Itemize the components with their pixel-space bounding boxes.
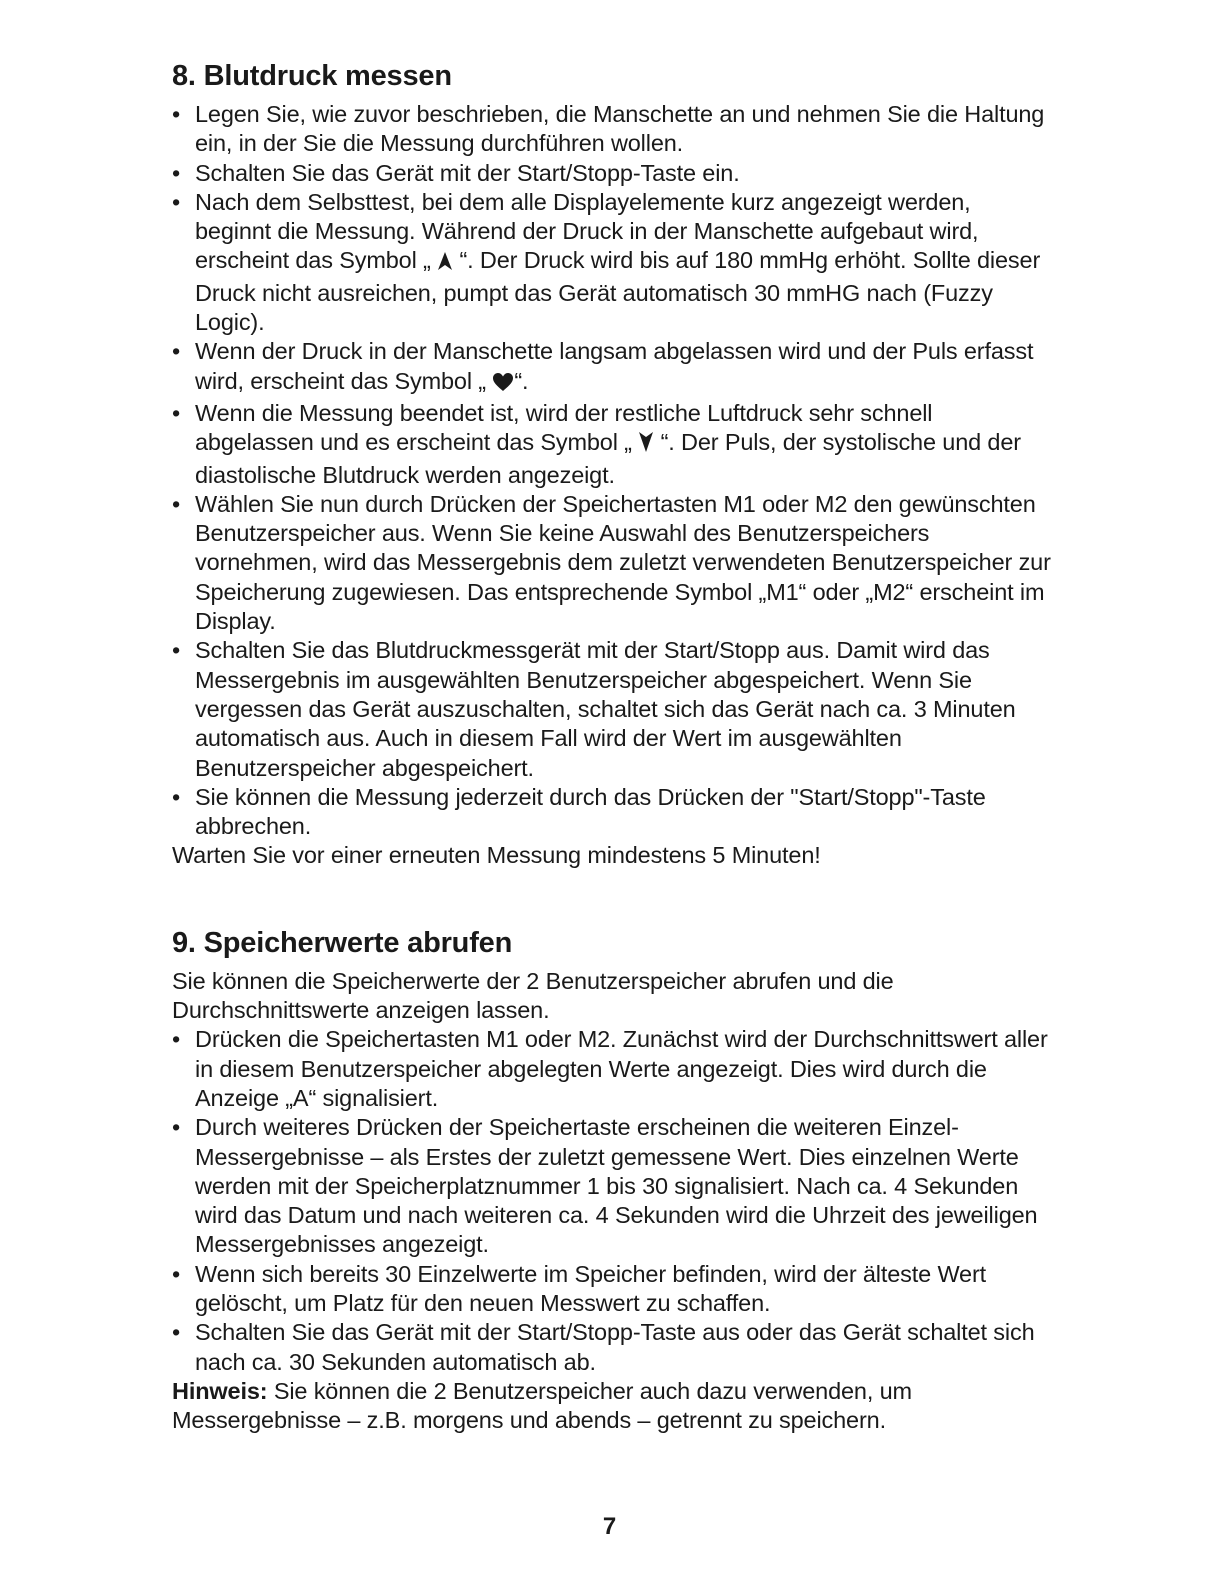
list-item-text: Legen Sie, wie zuvor beschrieben, die Manschette an und nehmen Sie die Haltung ein, in der Sie die Messung durchführen wollen. [195, 101, 1045, 157]
note-label: Hinweis: [172, 1377, 268, 1404]
list-item-text-after: “. [514, 367, 529, 394]
section-blood-pressure-measurement [172, 58, 1052, 871]
section-heading: 8. Blutdruck messen [172, 60, 452, 92]
list-item [172, 159, 1052, 188]
bullet: • [172, 1026, 181, 1053]
list-item [172, 1025, 1052, 1113]
list-item-text-before: Nach dem Selbsttest, bei dem alle Displayelemente kurz angezeigt werden, beginnt die Messung. Während der Druck in der Manschette aufgebaut wird, erscheint das Symbol „ [195, 188, 979, 274]
list-item-text-after: “. Der Druck wird bis auf 180 mmHg erhöht. Sollte dieser Druck nicht ausreichen, pumpt das Gerät automatisch 30 mmHG nach (Fuzzy Logic). [195, 247, 1041, 336]
section-intro: Sie können die Speicherwerte der 2 Benutzerspeicher abrufen und die Durchschnittswerte anzeigen lassen. [172, 967, 894, 1024]
bullet: • [172, 338, 181, 365]
list-item-text: Schalten Sie das Gerät mit der Start/Stopp-Taste aus oder das Gerät schaltet sich nach ca. 30 Sekunden automatisch ab. [195, 1319, 1035, 1375]
page-number: 7 [602, 1513, 617, 1540]
list-item-text: Sie können die Messung jederzeit durch das Drücken der "Start/Stopp"-Taste abbrechen. [195, 783, 986, 840]
list-item [172, 399, 1052, 490]
note-paragraph [172, 1377, 1052, 1436]
bullet: • [172, 1114, 181, 1141]
list-item-text-after: “. Der Puls, der systolische und der diastolische Blutdruck werden angezeigt. [195, 429, 1021, 488]
list-item-text: Drücken die Speichertasten M1 oder M2. Zunächst wird der Durchschnittswert aller in diesem Benutzerspeicher abgelegten Werte angezeigt. Dies wird durch die Anzeige „A“ signalisiert. [195, 1026, 1048, 1111]
list-item-text: Wenn sich bereits 30 Einzelwerte im Speicher befinden, wird der älteste Wert gelöscht, um Platz für den neuen Messwert zu schaffen. [195, 1260, 987, 1316]
section-memory-recall [172, 925, 1052, 1436]
section-heading: 9. Speicherwerte abrufen [172, 926, 513, 959]
list-item [172, 1318, 1052, 1377]
list-item [172, 337, 1052, 399]
bullet: • [172, 783, 181, 810]
list-item-text: Wählen Sie nun durch Drücken der Speichertasten M1 oder M2 den gewünschten Benutzerspeicher aus. Wenn Sie keine Auswahl des Benutzerspeichers vornehmen, wird das Messergebnis dem zuletzt verwendeten Benutzerspeicher zur Speicherung zugewiesen. Das entsprechende Symbol „M1“ oder „M2“ erscheint im Display. [195, 490, 1051, 635]
list-item-text-before: Wenn der Druck in der Manschette langsam abgelassen wird und der Puls erfasst wird, erscheint das Symbol „ [195, 338, 1034, 394]
instruction-list [172, 100, 1052, 841]
instruction-list [172, 1025, 1052, 1377]
note-text: Sie können die 2 Benutzerspeicher auch dazu verwenden, um Messergebnisse – z.B. morgens und abends – getrennt zu speichern. [172, 1377, 912, 1434]
list-item-text: Schalten Sie das Gerät mit der Start/Stopp-Taste ein. [195, 159, 740, 186]
heart-icon [492, 370, 514, 399]
list-item [172, 490, 1052, 636]
bullet: • [172, 1260, 181, 1287]
bullet: • [172, 188, 181, 215]
list-item [172, 636, 1052, 782]
arrow-up-icon [437, 249, 453, 278]
list-item-text: Schalten Sie das Blutdruckmessgerät mit der Start/Stopp aus. Damit wird das Messergebnis im ausgewählten Benutzerspeicher abgespeichert. Wenn Sie vergessen das Gerät auszuschalten, schaltet sich das Gerät nach ca. 3 Minuten automatisch aus. Auch in diesem Fall wird der Wert im ausgewählten Benutzerspeicher abgespeichert. [195, 637, 1016, 781]
document-page [172, 58, 1052, 1435]
list-item-text-before: Wenn die Messung beendet ist, wird der restliche Luftdruck sehr schnell abgelassen und es erscheint das Symbol „ [195, 399, 933, 456]
bullet: • [172, 399, 181, 426]
list-item-text: Durch weiteres Drücken der Speichertaste erscheinen die weiteren Einzel-Messergebnisse – als Erstes der zuletzt gemessene Wert. Dies einzelnen Werte werden mit der Speicherplatznummer 1 bis 30 signalisiert. Nach ca. 4 Sekunden wird das Datum und nach weiteren ca. 4 Sekunden wird die Uhrzeit des jeweiligen Messergebnisses angezeigt. [195, 1114, 1038, 1258]
bullet: • [172, 637, 181, 664]
list-item [172, 1260, 1052, 1319]
list-item [172, 783, 1052, 842]
bullet: • [172, 490, 181, 517]
arrow-down-icon [638, 431, 654, 460]
list-item [172, 1113, 1052, 1259]
list-item [172, 188, 1052, 337]
bullet: • [172, 1319, 181, 1346]
list-item [172, 100, 1052, 159]
bullet: • [172, 159, 181, 186]
closing-note: Warten Sie vor einer erneuten Messung mindestens 5 Minuten! [172, 842, 821, 869]
bullet: • [172, 101, 181, 127]
